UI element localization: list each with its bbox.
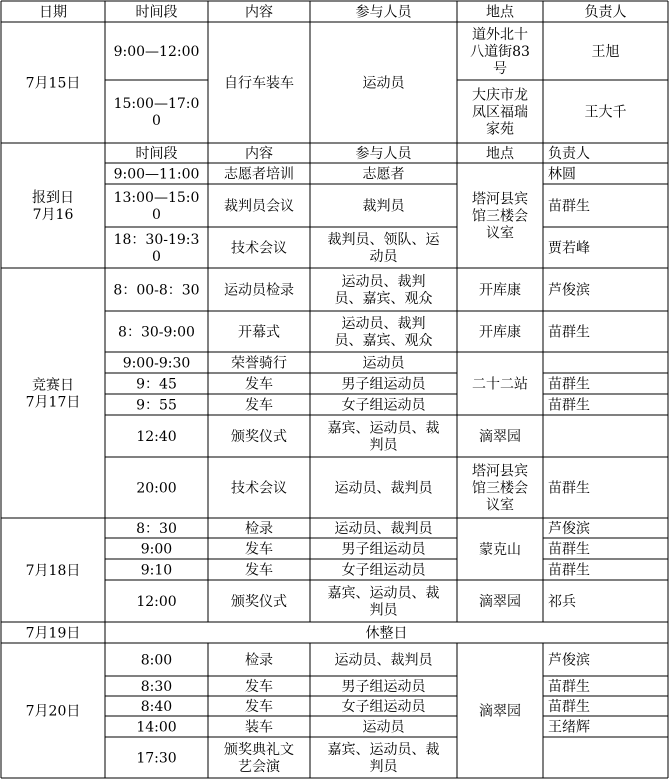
people-cell: 运动员、裁判员、嘉宾、观众 [334, 316, 433, 349]
date-cell: 7月19日 [25, 625, 81, 642]
people-cell: 运动员、裁判员 [334, 480, 433, 497]
people-cell: 运动员、裁判员 [334, 521, 433, 537]
date-cell: 7月15日 [25, 75, 81, 92]
people-cell: 嘉宾、运动员、裁判员 [327, 742, 440, 775]
time-cell: 9:00—12:00 [113, 44, 200, 60]
content-cell: 发车 [245, 397, 273, 414]
place-cell: 塔河县宾馆三楼会议室 [472, 191, 528, 242]
people-cell: 女子组运动员 [341, 397, 426, 414]
owner-cell: 苗群生 [548, 562, 590, 579]
people-cell: 运动员、裁判员、嘉宾、观众 [334, 274, 433, 307]
place-cell: 开库康 [479, 324, 521, 341]
subheader-content: 内容 [245, 146, 273, 162]
content-cell: 裁判员会议 [224, 198, 294, 215]
date-cell: 竞赛日 7月17日 [25, 377, 81, 411]
time-cell: 20:00 [136, 480, 177, 497]
owner-cell: 苗群生 [548, 679, 590, 695]
place-cell: 滴翠园 [479, 594, 521, 610]
subheader-place: 地点 [486, 146, 514, 162]
content-cell: 自行车装车 [224, 75, 294, 92]
people-cell: 运动员 [362, 355, 405, 372]
owner-cell: 苗群生 [548, 198, 590, 215]
header-people: 参与人员 [355, 4, 412, 21]
time-cell: 9:10 [140, 562, 173, 579]
owner-cell: 苗群生 [548, 376, 590, 393]
place-cell: 二十二站 [472, 376, 528, 393]
time-cell: 9：45 [136, 376, 177, 393]
header-content: 内容 [245, 4, 273, 21]
time-cell: 18：30-19:3 0 [113, 232, 200, 265]
content-cell: 开幕式 [238, 324, 280, 341]
time-cell: 12:00 [136, 594, 177, 610]
content-cell: 志愿者培训 [224, 166, 294, 183]
owner-cell: 林圆 [548, 166, 576, 183]
owner-cell: 祁兵 [548, 594, 576, 610]
content-cell: 颁奖仪式 [231, 594, 287, 610]
table-cells [26, 4, 627, 776]
time-cell: 8：30-9:00 [118, 324, 195, 341]
people-cell: 女子组运动员 [341, 562, 426, 579]
content-cell: 检录 [245, 521, 273, 537]
owner-cell: 苗群生 [548, 397, 590, 414]
time-cell: 8:40 [140, 699, 173, 715]
time-cell: 9:00-9:30 [122, 355, 191, 372]
content-cell: 荣誉骑行 [231, 355, 287, 372]
people-cell: 运动员 [362, 75, 405, 92]
content-cell: 检录 [245, 652, 273, 669]
people-cell: 志愿者 [362, 166, 405, 183]
people-cell: 裁判员、领队、运动员 [327, 232, 440, 265]
people-cell: 男子组运动员 [341, 541, 426, 558]
place-cell: 大庆市龙凤区福瑞家苑 [472, 87, 528, 138]
people-cell: 男子组运动员 [341, 679, 426, 695]
people-cell: 男子组运动员 [341, 376, 426, 393]
content-cell: 技术会议 [231, 240, 287, 257]
time-cell: 8：00-8：30 [113, 282, 200, 299]
content-cell: 装车 [245, 719, 273, 736]
owner-cell: 苗群生 [548, 324, 590, 341]
content-cell: 发车 [245, 679, 273, 695]
content-cell: 颁奖仪式 [231, 429, 287, 445]
time-cell: 9:00 [140, 541, 173, 558]
time-cell: 17:30 [136, 750, 177, 767]
header-date: 日期 [39, 4, 67, 21]
date-cell: 7月18日 [25, 563, 81, 579]
owner-cell: 芦俊滨 [548, 652, 590, 669]
content-cell: 运动员检录 [224, 282, 294, 299]
content-cell: 技术会议 [231, 480, 287, 497]
owner-cell: 苗群生 [548, 541, 590, 558]
subheader-people: 参与人员 [355, 146, 412, 162]
content-cell: 发车 [245, 541, 273, 558]
people-cell: 嘉宾、运动员、裁判员 [327, 585, 440, 619]
time-cell: 15:00—17:0 0 [113, 96, 200, 129]
content-cell: 颁奖典礼文艺会演 [224, 742, 294, 775]
people-cell: 嘉宾、运动员、裁判员 [327, 420, 440, 454]
owner-cell: 贾若峰 [548, 240, 590, 257]
date-cell: 报到日 7月16 [32, 190, 74, 223]
header-place: 地点 [486, 4, 514, 21]
date-cell: 7月20日 [25, 703, 81, 720]
place-cell: 塔河县宾馆三楼会议室 [472, 463, 528, 514]
time-cell: 9：55 [136, 397, 177, 414]
people-cell: 运动员 [362, 719, 405, 736]
time-cell: 8:00 [140, 652, 173, 669]
time-cell: 12:40 [136, 429, 177, 445]
place-cell: 滴翠园 [479, 703, 521, 720]
subheader-time: 时间段 [135, 146, 178, 162]
header-time: 时间段 [135, 4, 178, 21]
time-cell: 9:00—11:00 [113, 166, 200, 183]
people-cell: 女子组运动员 [341, 699, 426, 715]
people-cell: 裁判员 [362, 198, 405, 215]
owner-cell: 王绪辉 [548, 719, 590, 736]
time-cell: 13:00—15:0 0 [113, 190, 200, 223]
time-cell: 14:00 [136, 719, 177, 736]
owner-cell: 王大千 [584, 104, 627, 121]
place-cell: 开库康 [479, 282, 521, 299]
place-cell: 道外北十八道街83 号 [470, 27, 530, 77]
place-cell: 滴翠园 [479, 429, 521, 445]
owner-cell: 王旭 [591, 44, 620, 60]
time-cell: 8:30 [140, 679, 173, 695]
time-cell: 8：30 [136, 521, 177, 537]
owner-cell: 苗群生 [548, 480, 590, 497]
header-owner: 负责人 [584, 4, 627, 21]
owner-cell: 芦俊滨 [548, 282, 590, 299]
content-cell: 发车 [245, 699, 273, 715]
owner-cell: 苗群生 [548, 699, 590, 715]
subheader-owner: 负责人 [548, 146, 590, 162]
people-cell: 运动员、裁判员 [334, 652, 433, 669]
owner-cell: 芦俊滨 [548, 521, 590, 537]
content-cell: 发车 [245, 562, 273, 579]
content-cell: 发车 [245, 376, 273, 393]
place-cell: 蒙克山 [479, 542, 521, 558]
rest-day-cell: 休整日 [365, 625, 408, 642]
